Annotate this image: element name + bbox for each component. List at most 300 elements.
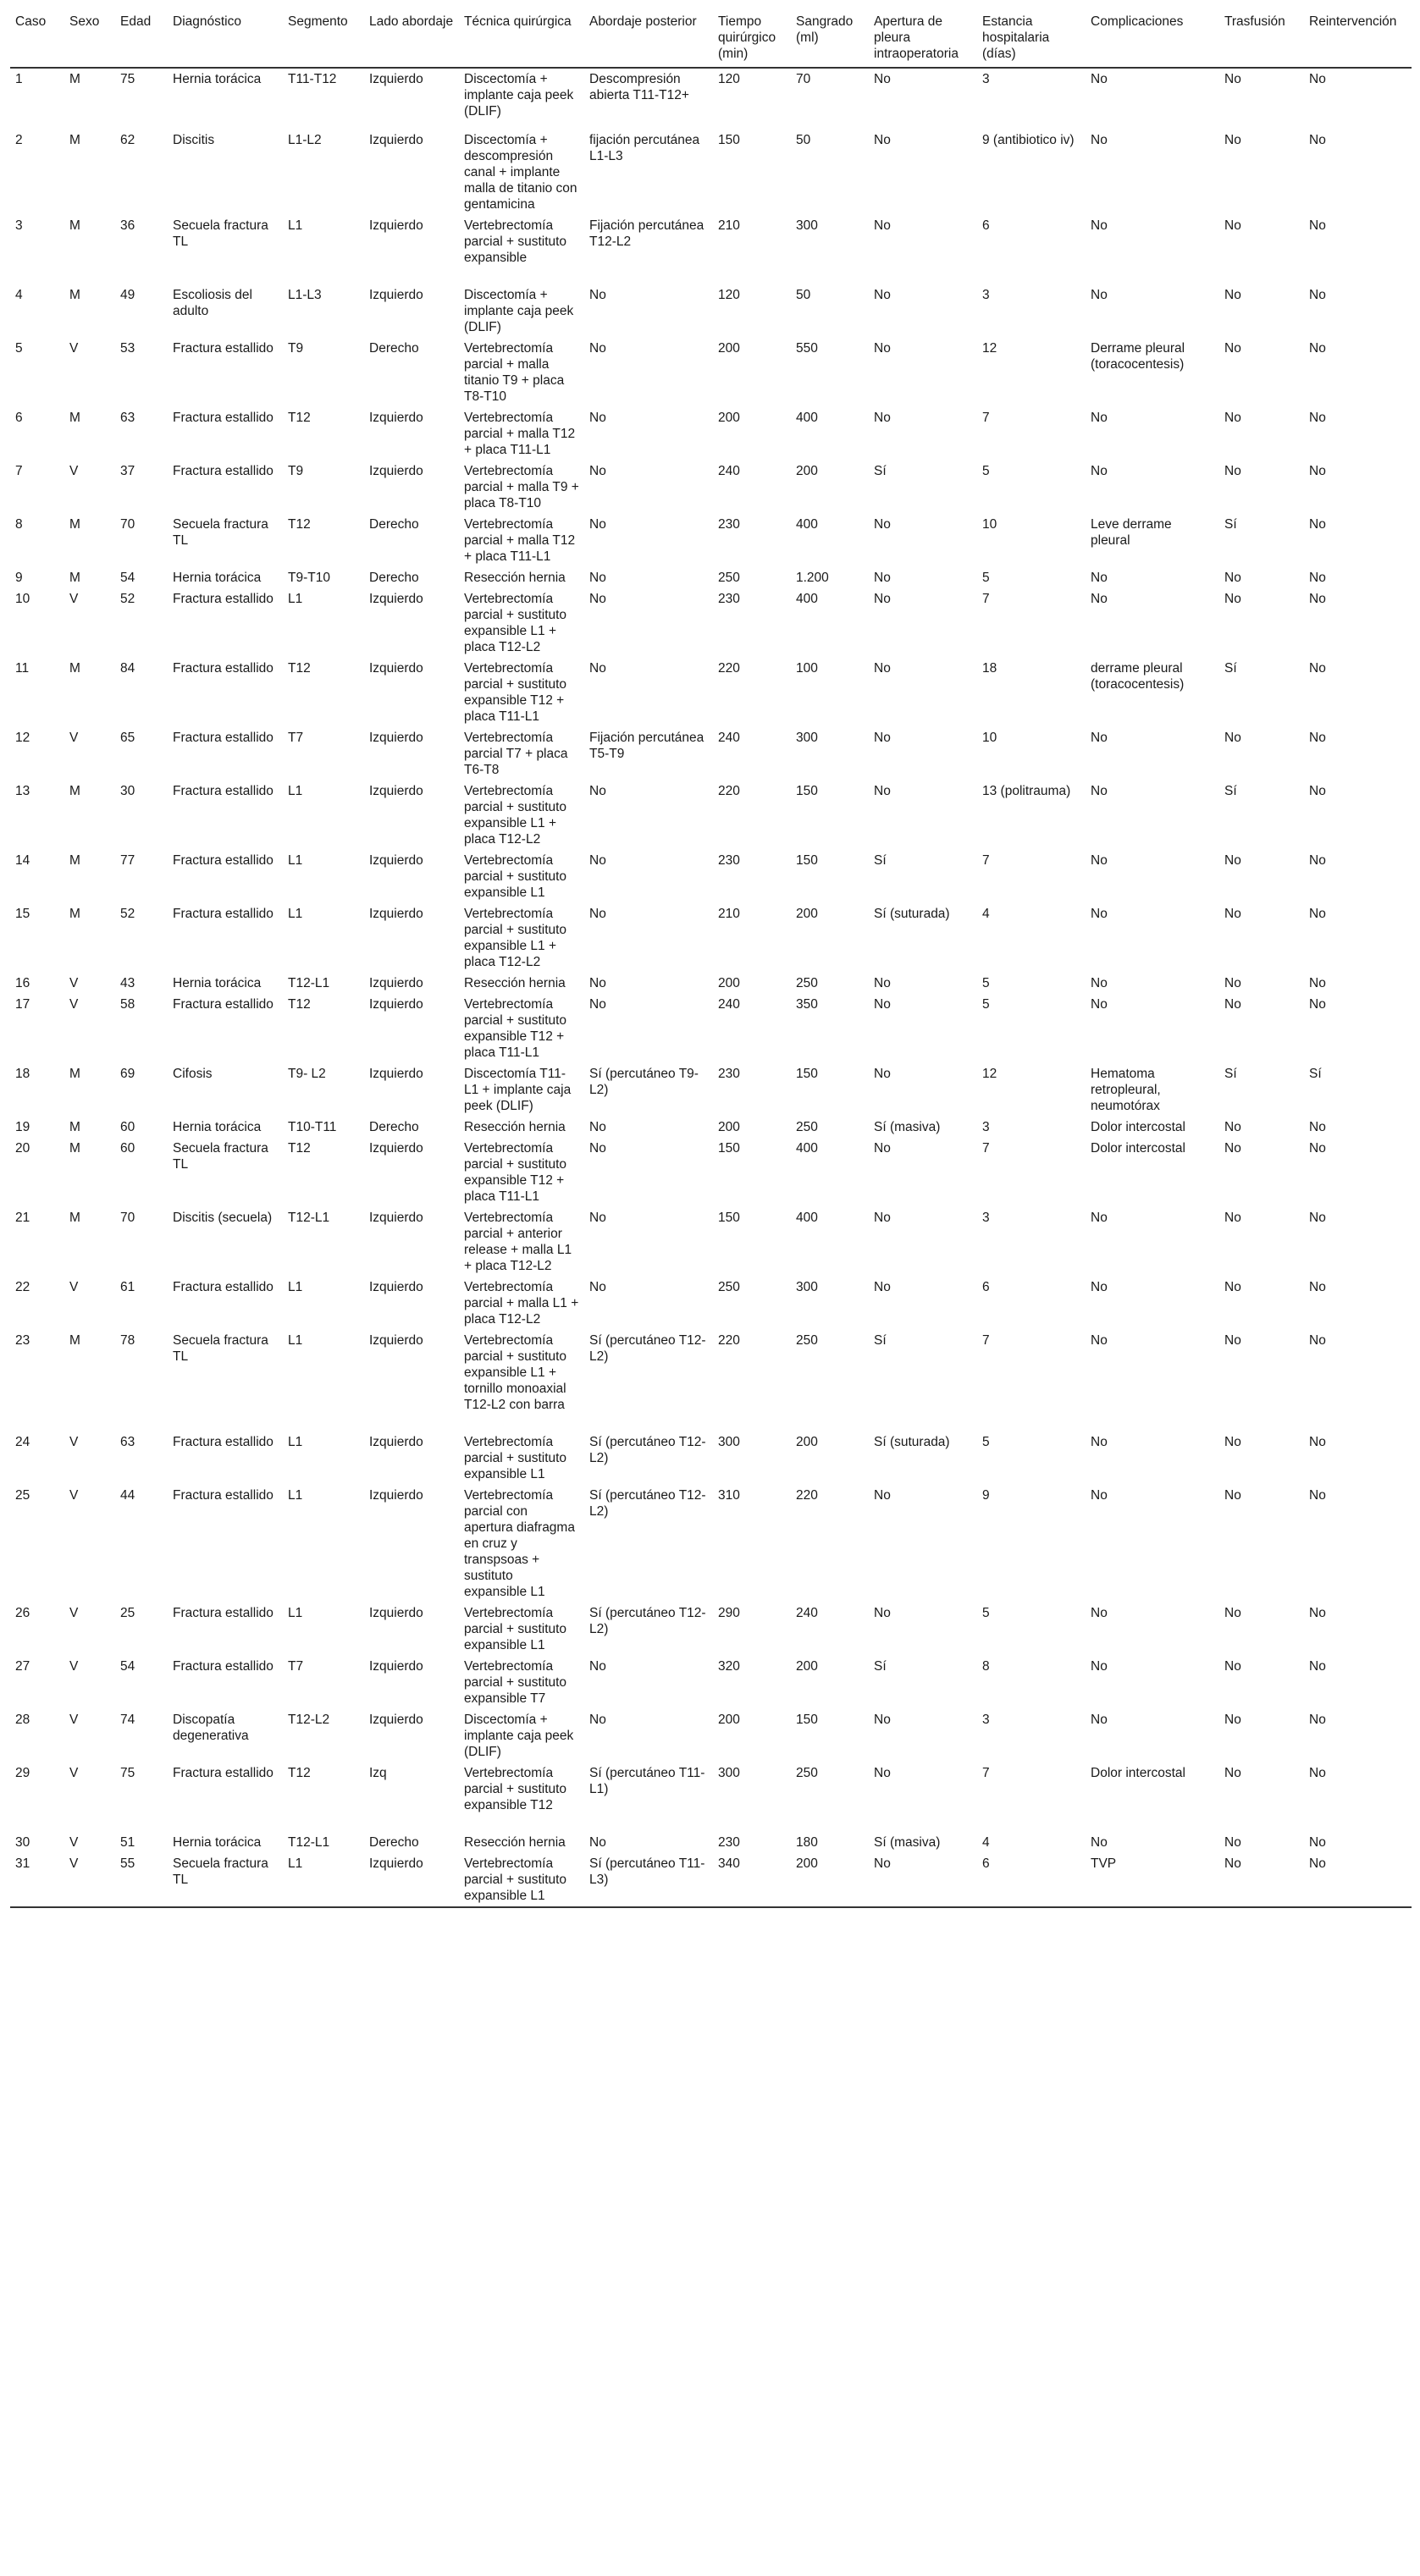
table-cell: Fractura estallido — [173, 1659, 274, 1674]
table-cell: M — [69, 1067, 80, 1081]
table-cell: 230 — [718, 853, 740, 868]
column-header: Caso — [10, 10, 64, 68]
table-cell: Discitis (secuela) — [173, 1211, 273, 1225]
table-cell: 230 — [718, 517, 740, 532]
table-cell: Izquierdo — [369, 853, 423, 868]
table-cell: TVP — [1086, 1853, 1219, 1907]
table-cell: No — [874, 517, 891, 532]
table-cell: 30 — [120, 784, 135, 798]
table-cell: Sí — [874, 1333, 887, 1348]
table-row — [10, 1330, 1412, 1431]
table-cell: No — [869, 1853, 977, 1907]
table-cell: 19 — [15, 1120, 30, 1134]
table-cell: 3 — [982, 1211, 990, 1225]
table-row — [10, 850, 1412, 903]
table-cell: 4 — [15, 288, 23, 302]
table-cell: 60 — [120, 1120, 135, 1134]
table-cell: 25 — [120, 1606, 135, 1620]
table-cell: 6 — [982, 1280, 990, 1294]
table-cell: Sí — [1309, 1067, 1322, 1081]
table-cell: Sí — [874, 1659, 887, 1674]
table-cell: Vertebrectomía parcial + sustituto expansible T12 — [464, 1766, 567, 1812]
table-row — [10, 781, 1412, 850]
table-cell: 210 — [718, 218, 740, 233]
table-cell: 150 — [718, 133, 740, 147]
table-cell: 17 — [15, 997, 30, 1012]
table-cell: Izquierdo — [369, 1280, 423, 1294]
table-cell: V — [69, 997, 79, 1012]
table-cell: No — [1224, 1713, 1241, 1727]
table-cell: 26 — [15, 1606, 30, 1620]
table-cell: 7 — [982, 853, 990, 868]
table-cell: Sí (percutáneo T9-L2) — [589, 1067, 699, 1097]
table-cell: 9 (antibiotico iv) — [982, 133, 1075, 147]
table-cell: Vertebrectomía parcial + sustituto expansible T7 — [464, 1659, 567, 1706]
table-cell: V — [69, 731, 79, 745]
table-cell: Sí (masiva) — [874, 1120, 941, 1134]
table-cell: No — [1309, 1333, 1326, 1348]
table-row — [10, 1277, 1412, 1330]
table-cell: 4 — [982, 1835, 990, 1850]
table-cell: Fractura estallido — [173, 1606, 274, 1620]
table-cell: 310 — [718, 1488, 740, 1503]
table-cell: 5 — [982, 571, 990, 585]
table-cell: No — [1224, 1488, 1241, 1503]
table-row — [10, 1117, 1412, 1138]
table-cell: No — [1091, 1280, 1108, 1294]
table-cell: T12-L1 — [288, 1211, 330, 1225]
table-cell: Izquierdo — [369, 784, 423, 798]
table-cell: 150 — [718, 1141, 740, 1156]
table-cell: V — [64, 1853, 115, 1907]
table-cell: 28 — [15, 1713, 30, 1727]
table-cell: Sí (percutáneo T12-L2) — [589, 1435, 706, 1465]
table-cell: Fractura estallido — [173, 1280, 274, 1294]
table-cell: No — [1224, 1659, 1241, 1674]
table-cell: No — [1309, 1835, 1326, 1850]
table-cell: No — [1309, 1659, 1326, 1674]
table-cell: 400 — [796, 1141, 818, 1156]
table-cell: No — [1091, 1333, 1108, 1348]
table-cell: Sí — [1224, 1067, 1237, 1081]
table-cell: Vertebrectomía parcial + sustituto expansible L1 — [464, 1435, 567, 1481]
table-cell: No — [589, 1713, 606, 1727]
table-cell: Sí (percutáneo T12-L2) — [589, 1488, 706, 1519]
table-cell: Sí — [874, 853, 887, 868]
table-cell: Sí — [1224, 784, 1237, 798]
table-cell: L1 — [288, 1435, 303, 1449]
table-cell: T12-L2 — [288, 1713, 330, 1727]
table-cell: T11-T12 — [288, 72, 337, 86]
table-cell: 220 — [718, 784, 740, 798]
table-cell: 150 — [796, 853, 818, 868]
table-cell: 300 — [796, 1280, 818, 1294]
table-cell: Descompresión abierta T11-T12+ — [589, 72, 689, 102]
table-row — [10, 514, 1412, 567]
table-cell: 69 — [120, 1067, 135, 1081]
table-cell: 49 — [120, 288, 135, 302]
table-cell: T12 — [288, 1141, 311, 1156]
table-cell: Vertebrectomía parcial + sustituto expansible L1 + tornillo monoaxial T12-L2 con barra — [464, 1333, 567, 1412]
table-cell: Izquierdo — [369, 1606, 423, 1620]
table-cell: 5 — [982, 464, 990, 478]
table-cell: Izquierdo — [369, 907, 423, 921]
table-cell: 220 — [718, 1333, 740, 1348]
table-cell: No — [589, 976, 606, 990]
table-cell: Resección hernia — [464, 1835, 566, 1850]
table-cell: L1 — [288, 218, 303, 233]
table-cell: Vertebrectomía parcial + sustituto expansible L1 — [464, 853, 567, 900]
table-cell: Secuela fractura TL — [173, 517, 268, 548]
table-cell: Fractura estallido — [173, 997, 274, 1012]
table-cell: No — [1309, 731, 1326, 745]
table-cell: V — [69, 1766, 79, 1780]
table-cell: 12 — [982, 341, 997, 356]
table-cell: 250 — [796, 1766, 818, 1780]
table-cell: 210 — [718, 907, 740, 921]
table-cell: 61 — [120, 1280, 135, 1294]
table-cell: 37 — [120, 464, 135, 478]
table-cell: M — [69, 661, 80, 676]
table-row — [10, 130, 1412, 215]
table-cell: No — [1224, 1435, 1241, 1449]
table-row — [10, 1063, 1412, 1117]
table-cell: T7 — [288, 731, 304, 745]
table-cell: L1-L3 — [288, 288, 322, 302]
table-cell: L1 — [288, 1333, 303, 1348]
table-cell: No — [1309, 517, 1326, 532]
table-cell: No — [1091, 592, 1108, 606]
table-cell: Discectomía T11-L1 + implante caja peek (DLIF) — [464, 1067, 572, 1113]
table-cell: No — [589, 571, 606, 585]
table-cell: 200 — [796, 907, 818, 921]
table-cell: Izquierdo — [369, 592, 423, 606]
table-cell: Derecho — [369, 341, 419, 356]
table-row — [10, 567, 1412, 588]
table-cell: Vertebrectomía parcial + sustituto expansible — [464, 218, 567, 265]
table-cell: Vertebrectomía parcial + sustituto expansible L1 + placa T12-L2 — [464, 592, 567, 654]
table-cell: Izquierdo — [369, 218, 423, 233]
table-cell: No — [1309, 1141, 1326, 1156]
table-cell: No — [874, 1280, 891, 1294]
table-cell: 52 — [120, 592, 135, 606]
table-cell: Vertebrectomía parcial + sustituto expansible T12 + placa T11-L1 — [464, 1141, 567, 1204]
table-cell: 320 — [718, 1659, 740, 1674]
table-cell: V — [69, 592, 79, 606]
table-cell: Vertebrectomía parcial + sustituto expansible L1 + placa T12-L2 — [464, 907, 567, 969]
table-cell: 250 — [718, 571, 740, 585]
table-cell: Discectomía + implante caja peek (DLIF) — [464, 288, 574, 334]
table-cell: Izquierdo — [369, 411, 423, 425]
table-cell: 36 — [120, 218, 135, 233]
table-cell: No — [1091, 1435, 1108, 1449]
table-cell: Izquierdo — [369, 1488, 423, 1503]
table-cell: 29 — [15, 1766, 30, 1780]
table-cell: 150 — [718, 1211, 740, 1225]
table-cell: No — [1224, 1835, 1241, 1850]
table-cell: Fractura estallido — [173, 464, 274, 478]
table-row — [10, 1709, 1412, 1762]
table-cell: T12 — [288, 517, 311, 532]
table-cell: M — [69, 853, 80, 868]
table-cell: Fractura estallido — [173, 853, 274, 868]
table-cell: Izquierdo — [369, 1435, 423, 1449]
table-cell: Derecho — [369, 571, 419, 585]
table-cell: No — [1091, 571, 1108, 585]
table-cell: L1 — [288, 853, 303, 868]
table-cell: Izquierdo — [369, 661, 423, 676]
table-cell: 200 — [796, 1659, 818, 1674]
table-cell: 52 — [120, 907, 135, 921]
table-cell: V — [69, 1835, 79, 1850]
table-cell: 240 — [718, 731, 740, 745]
table-cell: Izquierdo — [369, 1067, 423, 1081]
data-table — [10, 10, 1412, 1908]
table-cell: Vertebrectomía parcial + sustituto expansible L1 — [459, 1853, 584, 1907]
table-cell: No — [1309, 288, 1326, 302]
table-cell: 63 — [120, 1435, 135, 1449]
table-cell: No — [874, 997, 891, 1012]
table-cell: No — [874, 1488, 891, 1503]
table-cell: Dolor intercostal — [1091, 1120, 1185, 1134]
table-cell: Resección hernia — [464, 571, 566, 585]
table-cell: L1 — [288, 1488, 303, 1503]
table-cell: derrame pleural (toracocentesis) — [1091, 661, 1185, 692]
table-cell: No — [1091, 976, 1108, 990]
table-cell: 9 — [15, 571, 23, 585]
table-row — [10, 903, 1412, 973]
table-cell: Vertebrectomía parcial + anterior release + malla L1 + placa T12-L2 — [464, 1211, 572, 1273]
column-header: Reintervención — [1304, 10, 1412, 68]
table-cell: Hernia torácica — [173, 976, 262, 990]
table-cell: 200 — [791, 1853, 869, 1907]
table-cell: No — [1309, 1488, 1326, 1503]
table-cell: 250 — [796, 1333, 818, 1348]
table-cell: V — [69, 1713, 79, 1727]
table-cell: No — [1091, 1713, 1108, 1727]
table-cell: No — [874, 218, 891, 233]
table-cell: 250 — [718, 1280, 740, 1294]
table-cell: 230 — [718, 1067, 740, 1081]
table-cell: 7 — [982, 592, 990, 606]
table-cell: No — [589, 853, 606, 868]
table-cell: 70 — [120, 1211, 135, 1225]
table-cell: No — [874, 411, 891, 425]
column-header: Segmento — [283, 10, 364, 68]
table-row — [10, 338, 1412, 407]
table-cell: Izquierdo — [369, 1211, 423, 1225]
table-cell: 7 — [982, 1333, 990, 1348]
table-cell: Fractura estallido — [173, 1766, 274, 1780]
table-cell: 18 — [15, 1067, 30, 1081]
table-cell: No — [1091, 133, 1108, 147]
table-cell: No — [1309, 1435, 1326, 1449]
table-cell: T9-T10 — [288, 571, 330, 585]
table-cell: 150 — [796, 1713, 818, 1727]
table-cell: V — [69, 1606, 79, 1620]
table-cell: No — [1091, 1659, 1108, 1674]
table-cell: Izquierdo — [369, 133, 423, 147]
table-cell: V — [69, 1488, 79, 1503]
table-cell: T7 — [288, 1659, 304, 1674]
table-row — [10, 973, 1412, 994]
table-cell: Derecho — [369, 1835, 419, 1850]
table-cell: No — [1304, 1853, 1412, 1907]
table-cell: Escoliosis del adulto — [173, 288, 252, 318]
column-header: Trasfusión — [1219, 10, 1304, 68]
table-cell: 6 — [982, 218, 990, 233]
table-cell: No — [1309, 411, 1326, 425]
table-cell: 290 — [718, 1606, 740, 1620]
table-row — [10, 284, 1412, 338]
table-cell: No — [1224, 592, 1241, 606]
table-cell: 23 — [15, 1333, 30, 1348]
table-cell: No — [1309, 1606, 1326, 1620]
table-row — [10, 461, 1412, 514]
table-cell: No — [1224, 341, 1241, 356]
table-body — [10, 68, 1412, 1907]
table-cell: No — [1091, 288, 1108, 302]
table-cell: 70 — [796, 72, 811, 86]
table-cell: No — [1091, 218, 1108, 233]
table-cell: No — [1309, 133, 1326, 147]
table-cell: Sí — [874, 464, 887, 478]
table-cell: Vertebrectomía parcial + sustituto expansible T12 + placa T11-L1 — [464, 661, 567, 724]
table-cell: No — [1224, 1120, 1241, 1134]
table-cell: No — [1309, 784, 1326, 798]
table-cell: No — [589, 1835, 606, 1850]
table-cell: Secuela fractura TL — [173, 218, 268, 249]
table-cell: M — [69, 411, 80, 425]
table-cell: No — [1224, 571, 1241, 585]
table-cell: 3 — [15, 218, 23, 233]
table-cell: T12 — [288, 1766, 311, 1780]
table-cell: 7 — [982, 1766, 990, 1780]
table-cell: Sí (percutáneo T12-L2) — [589, 1606, 706, 1636]
table-cell: 25 — [15, 1488, 30, 1503]
table-cell: No — [874, 1067, 891, 1081]
table-cell: No — [1224, 1606, 1241, 1620]
table-cell: 20 — [15, 1141, 30, 1156]
column-header: Lado abordaje — [364, 10, 459, 68]
table-cell: L1 — [288, 907, 303, 921]
table-cell: No — [1091, 853, 1108, 868]
table-cell: 5 — [982, 997, 990, 1012]
table-cell: Derecho — [369, 517, 419, 532]
table-cell: No — [589, 907, 606, 921]
table-cell: No — [1224, 218, 1241, 233]
table-cell: Fractura estallido — [173, 907, 274, 921]
table-cell: 53 — [120, 341, 135, 356]
table-cell: 200 — [718, 411, 740, 425]
column-header: Sangrado (ml) — [791, 10, 869, 68]
table-cell: 300 — [796, 731, 818, 745]
table-cell: 300 — [796, 218, 818, 233]
table-cell: Izquierdo — [369, 1141, 423, 1156]
table-cell: No — [589, 1659, 606, 1674]
table-cell: Izquierdo — [369, 464, 423, 478]
table-row — [10, 588, 1412, 658]
table-cell: No — [1224, 464, 1241, 478]
table-cell: T12 — [288, 997, 311, 1012]
table-cell: Izquierdo — [369, 72, 423, 86]
table-cell: 1 — [15, 72, 23, 86]
table-cell: No — [874, 1141, 891, 1156]
table-cell: V — [69, 1435, 79, 1449]
table-cell: M — [69, 1141, 80, 1156]
table-cell: No — [589, 1211, 606, 1225]
table-cell: No — [1309, 464, 1326, 478]
table-cell: 6 — [15, 411, 23, 425]
table-cell: Sí — [1224, 661, 1237, 676]
table-cell: No — [1224, 1333, 1241, 1348]
table-cell: No — [1224, 288, 1241, 302]
table-cell: M — [69, 218, 80, 233]
table-cell: 14 — [15, 853, 30, 868]
table-cell: 12 — [15, 731, 30, 745]
table-cell: fijación percutánea L1-L3 — [589, 133, 700, 163]
table-cell: Izquierdo — [364, 1853, 459, 1907]
table-cell: 350 — [796, 997, 818, 1012]
table-cell: 15 — [15, 907, 30, 921]
table-row — [10, 1207, 1412, 1277]
table-cell: Sí (percutáneo T12-L2) — [589, 1333, 706, 1364]
table-cell: No — [1309, 997, 1326, 1012]
table-cell: No — [1091, 1488, 1108, 1503]
table-cell: M — [69, 784, 80, 798]
table-cell: 13 — [15, 784, 30, 798]
table-cell: Fractura estallido — [173, 592, 274, 606]
table-cell: Sí (suturada) — [874, 1435, 950, 1449]
table-cell: No — [1309, 571, 1326, 585]
table-cell: Izquierdo — [369, 731, 423, 745]
table-cell: 400 — [796, 592, 818, 606]
table-cell: No — [1309, 907, 1326, 921]
table-cell: No — [1309, 1211, 1326, 1225]
table-cell: 9 — [982, 1488, 990, 1503]
table-cell: 5 — [982, 976, 990, 990]
table-cell: 5 — [15, 341, 23, 356]
table-cell: 150 — [796, 1067, 818, 1081]
column-header: Edad — [115, 10, 168, 68]
table-cell: No — [874, 1766, 891, 1780]
table-cell: 78 — [120, 1333, 135, 1348]
table-cell: Cifosis — [173, 1067, 213, 1081]
column-header: Diagnóstico — [168, 10, 283, 68]
table-cell: Fractura estallido — [173, 341, 274, 356]
table-cell: Izquierdo — [369, 1713, 423, 1727]
table-row — [10, 1832, 1412, 1853]
table-cell: No — [589, 592, 606, 606]
table-cell: No — [1224, 1280, 1241, 1294]
table-cell: Fractura estallido — [173, 1488, 274, 1503]
table-cell: Fijación percutánea T5-T9 — [589, 731, 704, 761]
table-cell: Vertebrectomía parcial + malla L1 + placa T12-L2 — [464, 1280, 579, 1327]
table-cell: L1 — [283, 1853, 364, 1907]
table-cell: 250 — [796, 976, 818, 990]
table-cell: No — [1309, 976, 1326, 990]
table-cell: Vertebrectomía parcial con apertura diafragma en cruz y transpsoas + sustituto expansible L1 — [464, 1488, 575, 1599]
table-cell: No — [1091, 997, 1108, 1012]
table-cell: 77 — [120, 853, 135, 868]
table-cell: No — [1091, 1835, 1108, 1850]
table-cell: 100 — [796, 661, 818, 676]
table-cell: T9 — [288, 341, 304, 356]
table-cell: 75 — [120, 72, 135, 86]
table-cell: 54 — [120, 1659, 135, 1674]
table-cell: 44 — [120, 1488, 135, 1503]
table-cell: 10 — [982, 517, 997, 532]
